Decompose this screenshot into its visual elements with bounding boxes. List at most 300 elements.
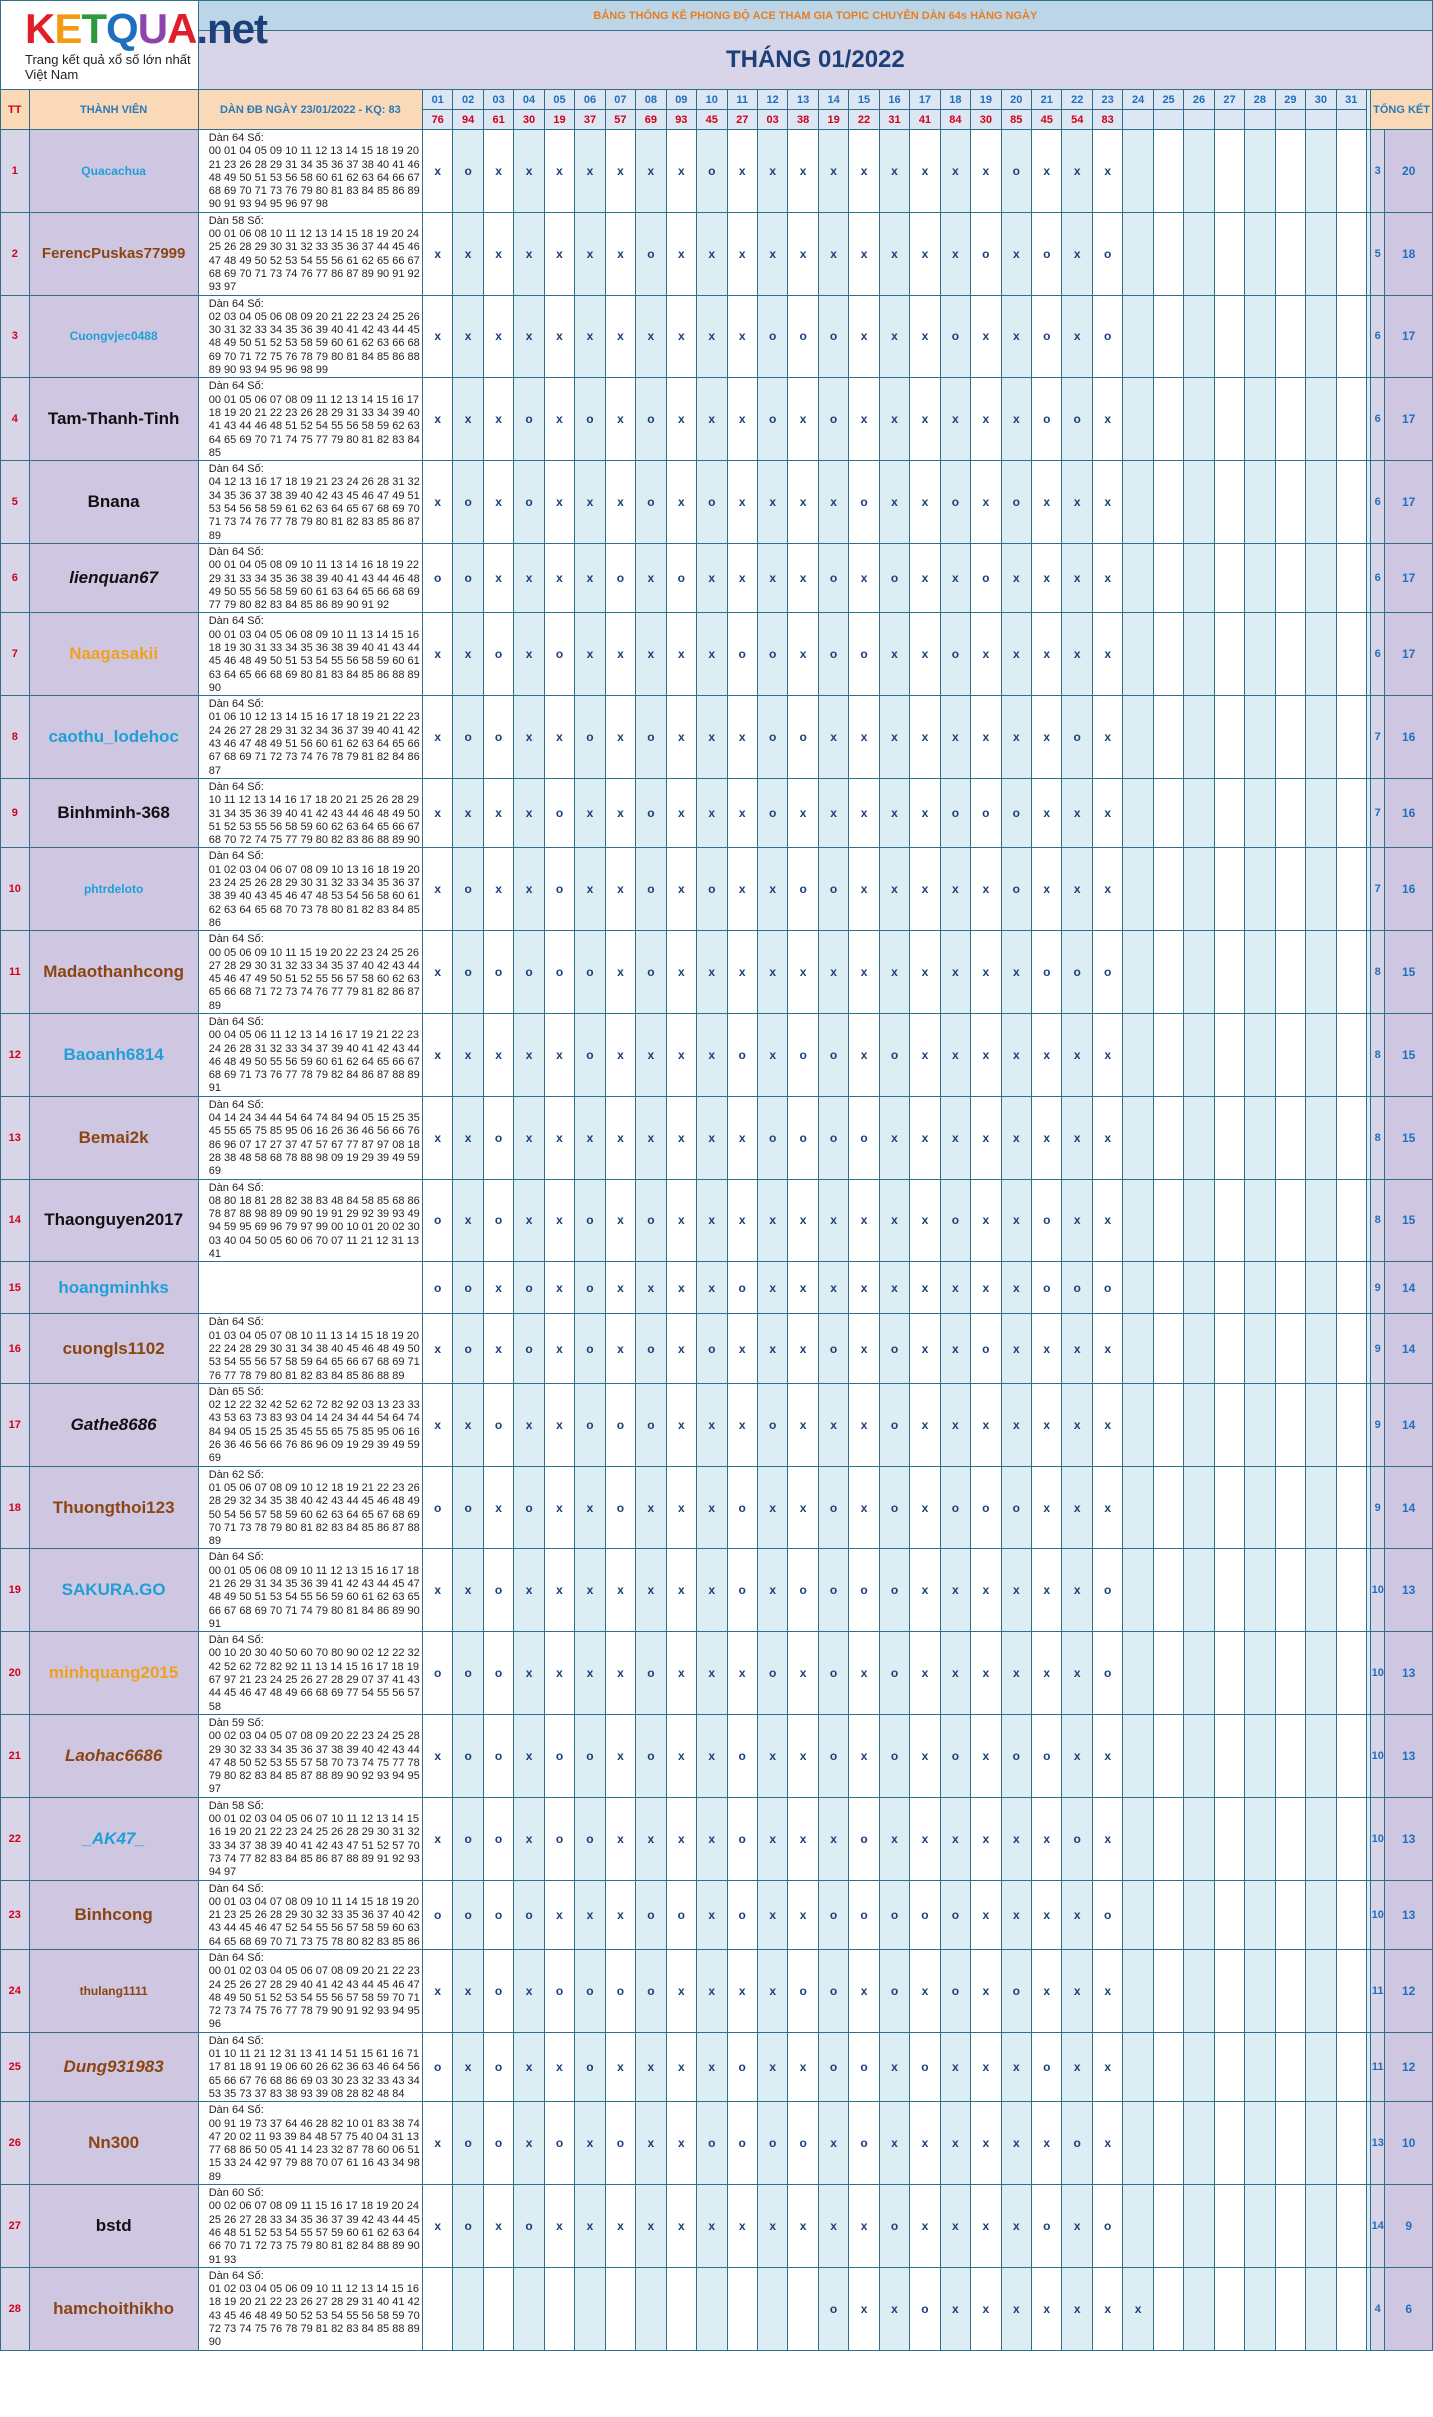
day-mark: x [453, 1383, 483, 1466]
day-mark: x [910, 295, 940, 378]
member-name[interactable]: Nn300 [29, 2102, 198, 2185]
day-result: 69 [636, 110, 666, 130]
day-mark [1184, 1179, 1214, 1262]
day-mark: o [483, 2102, 513, 2185]
day-result: 19 [544, 110, 574, 130]
day-mark [1153, 2185, 1183, 2268]
day-mark [1275, 1179, 1305, 1262]
day-mark [1275, 378, 1305, 461]
day-mark: x [879, 778, 909, 847]
day-mark: x [1001, 1262, 1031, 1314]
day-result: 76 [422, 110, 452, 130]
day-mark [544, 2267, 574, 2350]
day-mark: o [849, 613, 879, 696]
day-mark [1336, 1549, 1366, 1632]
day-mark: x [544, 543, 574, 612]
day-mark: x [544, 130, 574, 213]
row-number: 13 [1, 1096, 30, 1179]
day-mark [1214, 931, 1244, 1014]
day-mark: x [1032, 1880, 1062, 1949]
day-mark: o [422, 1880, 452, 1949]
dan-numbers: Dàn 64 Số: 01 03 04 05 07 08 10 11 13 14 15 18 19 20 22 24 28 29 30 31 34 38 40 45 46 48 49 50 53 54 55 56 57 58 59 64 65 66 67 68 69 71 76 77 78 79 80 81 82 83 84 85 86 88 89 [198, 1314, 422, 1383]
day-mark [1123, 130, 1153, 213]
day-result: 61 [483, 110, 513, 130]
day-mark: x [1032, 778, 1062, 847]
member-name[interactable]: Baoanh6814 [29, 1014, 198, 1097]
member-name[interactable]: Thaonguyen2017 [29, 1179, 198, 1262]
day-mark: x [818, 778, 848, 847]
day-mark: x [1032, 1383, 1062, 1466]
day-mark [1153, 1262, 1183, 1314]
day-mark: x [1032, 1466, 1062, 1549]
day-mark: x [483, 778, 513, 847]
day-mark [1123, 931, 1153, 1014]
count-value: 8 [1371, 931, 1385, 1014]
day-mark [1153, 1880, 1183, 1949]
day-mark [1275, 543, 1305, 612]
day-mark: o [575, 378, 605, 461]
day-mark: x [757, 1950, 787, 2033]
day-mark [1275, 2102, 1305, 2185]
day-mark: o [940, 1950, 970, 2033]
day-result: 30 [514, 110, 544, 130]
day-mark: x [757, 461, 787, 544]
day-mark: x [1123, 2267, 1153, 2350]
day-mark: x [483, 848, 513, 931]
day-mark: x [1032, 1096, 1062, 1179]
day-mark: o [514, 2185, 544, 2268]
day-mark: o [1062, 931, 1092, 1014]
day-mark: x [514, 130, 544, 213]
day-mark: x [544, 378, 574, 461]
day-mark [1214, 2102, 1244, 2185]
day-mark [1123, 1466, 1153, 1549]
day-mark: x [1062, 2267, 1092, 2350]
member-name[interactable]: Tam-Thanh-Tinh [29, 378, 198, 461]
day-header: 22 [1062, 90, 1092, 110]
day-mark: x [1062, 1632, 1092, 1715]
day-mark [1275, 1314, 1305, 1383]
day-mark: x [788, 1262, 818, 1314]
day-mark: o [788, 696, 818, 779]
day-mark: o [849, 1096, 879, 1179]
dan-numbers: Dàn 64 Số: 02 03 04 05 06 08 09 20 21 22 23 24 25 26 30 31 32 33 34 35 36 39 40 41 42 43 44 45 48 49 50 51 52 53 58 59 60 61 62 63 66 68 69 70 71 72 75 76 78 79 80 81 84 85 86 88 89 90 93 94 95 96 98 99 [198, 295, 422, 378]
day-mark: o [971, 1466, 1001, 1549]
day-mark: x [1001, 931, 1031, 1014]
day-mark: o [575, 1950, 605, 2033]
header-total: TỔNG KẾT [1371, 90, 1433, 130]
day-mark: o [879, 1549, 909, 1632]
day-mark: x [1001, 2267, 1031, 2350]
day-mark: x [1062, 130, 1092, 213]
day-mark: x [514, 1179, 544, 1262]
row-number: 28 [1, 2267, 30, 2350]
day-mark: x [1092, 378, 1122, 461]
day-mark: x [483, 295, 513, 378]
member-name[interactable]: hamchoithikho [29, 2267, 198, 2350]
day-mark: o [818, 1314, 848, 1383]
day-mark: o [1092, 1632, 1122, 1715]
count-value: 8 [1371, 1014, 1385, 1097]
total-value: 15 [1385, 1179, 1433, 1262]
month-title: THÁNG 01/2022 [198, 31, 1432, 90]
day-mark [1245, 2267, 1275, 2350]
day-mark: o [940, 1880, 970, 1949]
day-mark: x [849, 1014, 879, 1097]
day-mark [1184, 778, 1214, 847]
day-mark: x [849, 1314, 879, 1383]
day-mark [1245, 212, 1275, 295]
day-mark: x [849, 378, 879, 461]
day-mark: x [1032, 130, 1062, 213]
row-number: 25 [1, 2032, 30, 2101]
day-mark: x [879, 130, 909, 213]
dan-numbers: Dàn 64 Số: 01 02 03 04 06 07 08 09 10 13 16 18 19 20 23 24 25 26 28 29 30 31 32 33 34 35 36 37 38 39 40 43 45 46 47 48 53 54 56 58 60 61 62 63 64 65 68 70 73 78 80 81 82 83 84 85 86 [198, 848, 422, 931]
day-mark: o [727, 1549, 757, 1632]
row-number: 16 [1, 1314, 30, 1383]
count-value: 5 [1371, 212, 1385, 295]
site-logo[interactable] [1, 1, 268, 90]
member-name[interactable]: Bemai2k [29, 1096, 198, 1179]
day-mark: x [727, 931, 757, 1014]
row-number: 22 [1, 1797, 30, 1880]
day-mark: o [940, 778, 970, 847]
day-mark [1245, 1096, 1275, 1179]
day-mark [1184, 2102, 1214, 2185]
day-mark [636, 2267, 666, 2350]
day-mark: x [422, 2185, 452, 2268]
day-mark: o [757, 1383, 787, 1466]
day-mark: x [1032, 1797, 1062, 1880]
day-mark [1214, 1383, 1244, 1466]
day-mark: x [422, 1797, 452, 1880]
day-mark: x [697, 1950, 727, 2033]
day-mark: o [514, 1466, 544, 1549]
day-header: 17 [910, 90, 940, 110]
day-mark [1153, 1797, 1183, 1880]
day-mark: x [1062, 613, 1092, 696]
day-mark: x [1032, 1314, 1062, 1383]
day-mark: x [940, 212, 970, 295]
day-mark: x [1001, 1632, 1031, 1715]
member-name[interactable]: Binhcong [29, 1880, 198, 1949]
day-mark [1184, 1880, 1214, 1949]
day-mark: x [666, 1950, 696, 2033]
member-name[interactable]: Cuongvjec0488 [29, 295, 198, 378]
day-result: 93 [666, 110, 696, 130]
day-mark: o [910, 2267, 940, 2350]
day-mark: x [879, 295, 909, 378]
day-mark: x [636, 2032, 666, 2101]
member-name[interactable]: phtrdeloto [29, 848, 198, 931]
member-row [1, 2267, 1433, 2350]
total-value: 9 [1385, 2185, 1433, 2268]
day-mark: x [1092, 1383, 1122, 1466]
day-mark: x [910, 1950, 940, 2033]
day-mark [788, 2267, 818, 2350]
day-mark [1214, 378, 1244, 461]
day-mark: x [605, 696, 635, 779]
day-mark: x [1092, 696, 1122, 779]
day-mark: o [1092, 212, 1122, 295]
day-mark [1184, 696, 1214, 779]
day-mark: o [818, 613, 848, 696]
day-mark: x [453, 613, 483, 696]
member-row [1, 1314, 1433, 1383]
day-mark [1184, 2032, 1214, 2101]
member-name[interactable]: lienquan67 [29, 543, 198, 612]
day-mark: x [453, 1096, 483, 1179]
day-mark [1275, 931, 1305, 1014]
day-mark: o [544, 778, 574, 847]
day-mark [1184, 461, 1214, 544]
day-mark: o [422, 1262, 452, 1314]
day-mark: o [788, 1096, 818, 1179]
member-name[interactable]: bstd [29, 2185, 198, 2268]
day-mark: x [1001, 1797, 1031, 1880]
day-mark: x [514, 295, 544, 378]
day-mark: x [422, 1096, 452, 1179]
member-name[interactable]: cuongls1102 [29, 1314, 198, 1383]
member-name[interactable]: Naagasakii [29, 613, 198, 696]
member-name[interactable]: caothu_lodehoc [29, 696, 198, 779]
day-mark [1153, 1314, 1183, 1383]
day-mark: o [879, 1880, 909, 1949]
member-row [1, 543, 1433, 612]
day-mark: o [757, 378, 787, 461]
day-mark: x [666, 2185, 696, 2268]
day-mark [1336, 461, 1366, 544]
day-mark: o [818, 1096, 848, 1179]
day-mark [514, 2267, 544, 2350]
count-value: 10 [1371, 1549, 1385, 1632]
member-row [1, 931, 1433, 1014]
day-mark [1275, 1880, 1305, 1949]
day-mark: x [422, 931, 452, 1014]
member-name[interactable]: Thuongthoi123 [29, 1466, 198, 1549]
day-mark: x [605, 378, 635, 461]
row-number: 26 [1, 2102, 30, 2185]
day-mark [1123, 1632, 1153, 1715]
day-mark: o [636, 931, 666, 1014]
day-mark: x [514, 1632, 544, 1715]
day-mark: x [483, 461, 513, 544]
member-name[interactable]: Quacachua [29, 130, 198, 213]
header-member: THÀNH VIÊN [29, 90, 198, 130]
day-mark [1336, 613, 1366, 696]
day-mark [1336, 295, 1366, 378]
day-mark: x [514, 2032, 544, 2101]
day-result: 57 [605, 110, 635, 130]
day-mark: x [910, 1262, 940, 1314]
day-mark: o [605, 543, 635, 612]
day-mark [1214, 1950, 1244, 2033]
day-mark: x [605, 931, 635, 1014]
row-number: 20 [1, 1632, 30, 1715]
day-mark: x [788, 1466, 818, 1549]
day-mark: x [879, 931, 909, 1014]
member-name[interactable]: Bnana [29, 461, 198, 544]
day-mark: x [514, 543, 544, 612]
day-mark [1153, 2032, 1183, 2101]
day-mark: x [697, 1797, 727, 1880]
day-mark: o [818, 1714, 848, 1797]
day-header: 29 [1275, 90, 1305, 110]
day-mark: o [453, 1880, 483, 1949]
day-mark [1214, 1014, 1244, 1097]
day-mark: x [849, 931, 879, 1014]
day-mark [1306, 2267, 1336, 2350]
day-mark: x [788, 212, 818, 295]
dan-numbers: Dàn 64 Số: 00 01 03 04 05 06 08 09 10 11 13 14 15 16 18 19 30 31 33 34 35 36 38 39 40 41 43 44 45 46 48 49 50 51 53 54 55 56 58 59 60 61 63 64 65 66 68 69 80 81 83 84 85 86 88 89 90 [198, 613, 422, 696]
total-value: 14 [1385, 1466, 1433, 1549]
day-mark: x [910, 1797, 940, 1880]
day-mark: o [483, 1383, 513, 1466]
day-mark: o [727, 2102, 757, 2185]
day-mark: o [971, 778, 1001, 847]
day-mark: x [971, 1797, 1001, 1880]
day-mark: o [453, 1314, 483, 1383]
day-mark: o [1092, 295, 1122, 378]
day-mark: x [1032, 1549, 1062, 1632]
day-mark: x [879, 461, 909, 544]
day-mark [1123, 1262, 1153, 1314]
day-mark [1245, 130, 1275, 213]
day-mark: x [514, 613, 544, 696]
day-mark: o [483, 1797, 513, 1880]
count-value: 11 [1371, 2032, 1385, 2101]
day-mark: x [544, 1632, 574, 1715]
day-mark: x [818, 1262, 848, 1314]
day-mark [1275, 1096, 1305, 1179]
day-mark: o [514, 461, 544, 544]
day-result: 45 [697, 110, 727, 130]
total-value: 17 [1385, 295, 1433, 378]
day-mark: o [940, 1714, 970, 1797]
day-mark: x [666, 778, 696, 847]
day-mark [1336, 2185, 1366, 2268]
day-mark: x [910, 1096, 940, 1179]
day-mark: x [544, 1466, 574, 1549]
day-mark: x [605, 130, 635, 213]
day-mark [1306, 2102, 1336, 2185]
day-mark: x [849, 1950, 879, 2033]
day-mark: o [727, 1466, 757, 1549]
day-mark: o [575, 1797, 605, 1880]
day-mark: x [971, 461, 1001, 544]
day-mark: o [818, 1632, 848, 1715]
day-mark: x [1062, 461, 1092, 544]
count-value: 10 [1371, 1632, 1385, 1715]
member-name[interactable]: FerencPuskas77999 [29, 212, 198, 295]
day-mark: o [879, 1014, 909, 1097]
day-mark: o [788, 848, 818, 931]
day-result [1184, 110, 1214, 130]
day-mark: x [818, 696, 848, 779]
day-mark: x [1001, 1179, 1031, 1262]
day-mark [1306, 461, 1336, 544]
count-value: 10 [1371, 1797, 1385, 1880]
member-name[interactable]: Gathe8686 [29, 1383, 198, 1466]
day-mark: x [453, 2032, 483, 2101]
day-mark: x [697, 1466, 727, 1549]
day-mark [1275, 295, 1305, 378]
day-mark: o [636, 778, 666, 847]
member-row [1, 2032, 1433, 2101]
day-mark: x [575, 543, 605, 612]
day-mark [1123, 295, 1153, 378]
day-mark: x [1092, 1714, 1122, 1797]
day-mark: x [757, 1314, 787, 1383]
member-name[interactable]: _AK47_ [29, 1797, 198, 1880]
day-mark: x [940, 1314, 970, 1383]
day-mark: x [1092, 848, 1122, 931]
day-mark: x [514, 212, 544, 295]
dan-numbers: Dàn 64 Số: 01 10 11 21 12 31 13 41 14 51 15 61 16 71 17 81 18 91 19 06 60 26 62 36 63 46 64 56 65 66 67 76 68 86 69 03 30 23 32 33 43 34 53 35 73 37 83 38 93 39 08 28 82 48 84 [198, 2032, 422, 2101]
day-mark: x [910, 461, 940, 544]
day-mark: x [422, 461, 452, 544]
dan-numbers: Dàn 64 Số: 00 01 04 05 08 09 10 11 13 14 16 18 19 22 29 31 33 34 35 36 38 39 40 41 43 44 46 48 49 50 55 56 58 59 60 61 63 64 65 66 68 69 77 79 80 82 83 84 85 86 89 90 91 92 [198, 543, 422, 612]
day-header: 12 [757, 90, 787, 110]
day-mark: o [818, 848, 848, 931]
day-mark: o [1032, 931, 1062, 1014]
day-mark: x [757, 1179, 787, 1262]
day-mark [1123, 1383, 1153, 1466]
day-mark: x [514, 696, 544, 779]
day-mark: o [575, 1262, 605, 1314]
day-mark: o [636, 1950, 666, 2033]
member-name[interactable]: Madaothanhcong [29, 931, 198, 1014]
member-row [1, 295, 1433, 378]
member-name[interactable]: minhquang2015 [29, 1632, 198, 1715]
day-result: 38 [788, 110, 818, 130]
day-mark: x [453, 1950, 483, 2033]
day-mark [1306, 1714, 1336, 1797]
day-mark: x [605, 1314, 635, 1383]
day-mark: x [1092, 613, 1122, 696]
day-mark: o [514, 1880, 544, 1949]
day-mark [1123, 2185, 1153, 2268]
member-name[interactable]: Binhminh-368 [29, 778, 198, 847]
day-mark: x [818, 212, 848, 295]
day-mark: o [666, 1880, 696, 1949]
day-mark: o [422, 2032, 452, 2101]
member-name[interactable]: SAKURA.GO [29, 1549, 198, 1632]
day-mark: x [1062, 1880, 1092, 1949]
day-mark: o [575, 696, 605, 779]
logo-tagline: Trang kết quả xổ số lớn nhất Việt Nam [25, 52, 191, 82]
count-value: 9 [1371, 1466, 1385, 1549]
day-mark: o [788, 2102, 818, 2185]
day-mark: o [757, 2102, 787, 2185]
member-name[interactable]: hoangminhks [29, 1262, 198, 1314]
member-name[interactable]: Laohac6686 [29, 1714, 198, 1797]
day-mark: x [1032, 2267, 1062, 2350]
day-mark: x [971, 1714, 1001, 1797]
total-value: 16 [1385, 778, 1433, 847]
member-name[interactable]: Dung931983 [29, 2032, 198, 2101]
day-mark [1336, 1314, 1366, 1383]
day-mark: x [910, 1314, 940, 1383]
day-header: 23 [1092, 90, 1122, 110]
day-mark: x [544, 461, 574, 544]
day-mark: o [575, 931, 605, 1014]
day-mark: x [971, 696, 1001, 779]
day-mark: x [697, 1549, 727, 1632]
member-name[interactable]: thulang1111 [29, 1950, 198, 2033]
day-mark: o [849, 1880, 879, 1949]
day-mark [1153, 1383, 1183, 1466]
